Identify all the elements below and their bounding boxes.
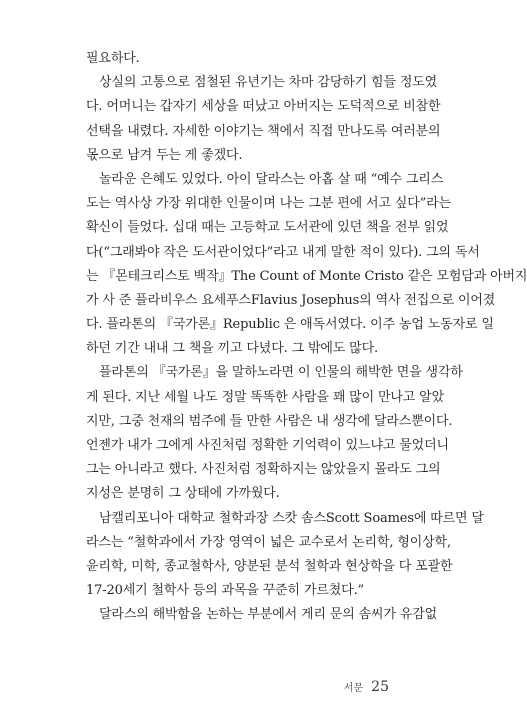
paragraph-first-line: 달라스의 해박함을 논하는 부분에서 게리 문의 솜씨가 유감없 xyxy=(99,607,438,623)
running-footer-section: 서문 xyxy=(343,683,364,694)
paragraph-first-line: 남캘리포니아 대학교 철학과장 스캇 솜스Scott Soames에 따르면 달 xyxy=(99,510,484,526)
text-line: 지만, 그중 천재의 범주에 들 만한 사람은 내 생각에 달라스뿐이다. xyxy=(86,413,453,429)
text-line: 지성은 분명히 그 상태에 가까웠다. xyxy=(86,486,280,502)
text-line: 가 사 준 플라비우스 요세푸스Flavius Josephus의 역사 전집으로 이어졌 xyxy=(86,292,496,308)
text-line: 다. 플라톤의 『국가론』Republic 은 애독서였다. 이주 농업 노동자로 일 xyxy=(86,317,494,333)
paragraph-first-line: 플라톤의 『국가론』을 말하노라면 이 인물의 해박한 면을 생각하 xyxy=(99,365,463,381)
text-line: 다. 어머니는 갑자기 세상을 떠났고 아버지는 도덕적으로 비참한 xyxy=(86,99,441,115)
text-line: 는 『몬테크리스토 백작』The Count of Monte Cristo 같은 모험담과 아버지 xyxy=(86,268,527,284)
text-line: 몫으로 남겨 두는 게 좋겠다. xyxy=(86,147,243,163)
text-line: 필요하다. xyxy=(86,51,140,66)
text-line: 다(“그래봐야 작은 도서관이었다”라고 내게 말한 적이 있다). 그의 독서 xyxy=(86,244,480,260)
text-line: 라스는 “철학과에서 가장 영역이 넓은 교수로서 논리학, 형이상학, xyxy=(86,534,451,550)
text-line: 윤리학, 미학, 종교철학사, 양분된 분석 철학과 현상학을 다 포괄한 xyxy=(86,558,453,574)
page-footer xyxy=(86,677,389,699)
body-text xyxy=(86,47,527,628)
text-line: 하던 기간 내내 그 책을 끼고 다녔다. 그 밖에도 많다. xyxy=(86,341,378,357)
text-line: 도는 역사상 가장 위대한 인물이며 나는 그분 편에 서고 싶다”라는 xyxy=(86,196,451,212)
text-line: 언젠가 내가 그에게 사진처럼 정확한 기억력이 있느냐고 물었더니 xyxy=(86,438,449,453)
page-number: 25 xyxy=(371,679,389,695)
text-line: 선택을 내렸다. 자세한 이야기는 책에서 직접 만나도록 여러분의 xyxy=(86,123,441,139)
text-line: 17-20세기 철학사 등의 과목을 꾸준히 가르쳤다.” xyxy=(86,583,365,599)
text-line: 확신이 들었다. 십대 때는 고등학교 도서관에 있던 책을 전부 읽었 xyxy=(86,220,449,236)
text-line: 그는 아니라고 했다. 사진처럼 정확하지는 않았을지 몰라도 그의 xyxy=(86,462,441,478)
paragraph-first-line: 상실의 고통으로 점철된 유년기는 차마 감당하기 힘들 정도였 xyxy=(99,75,438,91)
text-line: 게 된다. 지난 세월 나도 정말 똑똑한 사람을 꽤 많이 만나고 알았 xyxy=(86,389,444,405)
paragraph-first-line: 놀라운 은혜도 있었다. 아이 달라스는 아홉 살 때 “예수 그리스 xyxy=(99,171,444,187)
